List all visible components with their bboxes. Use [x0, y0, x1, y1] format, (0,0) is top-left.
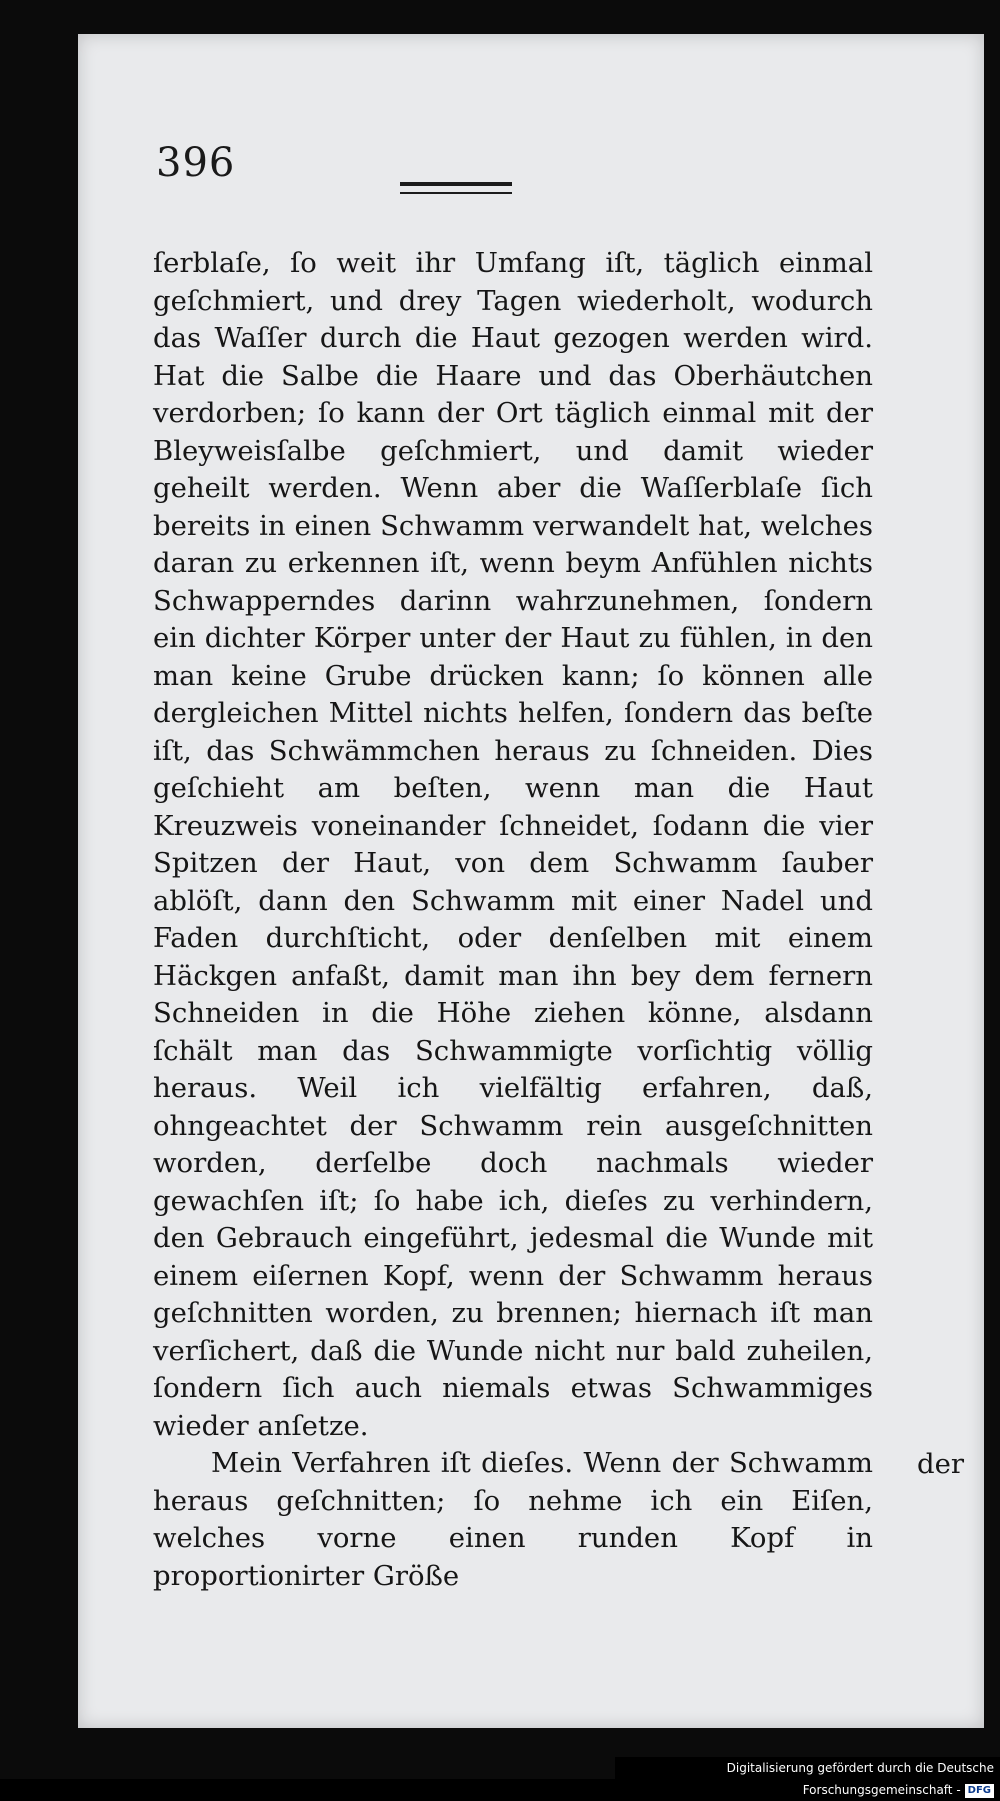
- paragraph-1: ſerblaſe, ſo weit ihr Umfang iſt, täglich einmal geſchmiert, und drey Tagen wiederholt, wodurch das Waſſer durch die Haut gezogen werden wird. Hat die Salbe die Haare und das Oberhäutchen verdorben; ſo kann der Ort täglich einmal mit der Bleyweisſalbe geſchmiert, und damit wieder geheilt werden. Wenn aber die Waſſerblaſe ſich bereits in einen Schwamm verwandelt hat, welches daran zu erkennen iſt, wenn beym Anfühlen nichts Schwapperndes darinn wahrzunehmen, ſondern ein dichter Körper unter der Haut zu fühlen, in den man keine Grube drücken kann; ſo können alle dergleichen Mittel nichts helfen, ſondern das beſte iſt, das Schwämmchen heraus zu ſchneiden. Dies geſchieht am beſten, wenn man die Haut Kreuzweis voneinander ſchneidet, ſodann die vier Spitzen der Haut, von dem Schwamm ſauber ablöſt, dann den Schwamm mit einer Nadel und Faden durchſticht, oder denſelben mit einem Häckgen anfaßt, damit man ihn bey dem fernern Schneiden in die Höhe ziehen könne, alsdann ſchält man das Schwammigte vorſichtig völlig heraus. Weil ich vielfältig erfahren, daß, ohngeachtet der Schwamm rein ausgeſchnitten worden, derſelbe doch nachmals wieder gewachſen iſt; ſo habe ich, dieſes zu verhindern, den Gebrauch eingeführt, jedesmal die Wunde mit einem eiſernen Kopf, wenn der Schwamm heraus geſchnitten worden, zu brennen; hiernach iſt man verſichert, daß die Wunde nicht nur bald zuheilen, ſondern ſich auch niemals etwas Schwammiges wieder anſetze.: [153, 247, 873, 1442]
- header-rule: [400, 182, 512, 194]
- paragraph-2: Mein Verfahren iſt dieſes. Wenn der Schwamm heraus geſchnitten; ſo nehme ich ein Eiſen, welches vorne einen runden Kopf in proportionirter Größe: [153, 1447, 873, 1592]
- digitization-credit: [615, 1757, 1000, 1797]
- body-text: [153, 245, 873, 1595]
- credit-text: Digitalisierung gefördert durch die Deutsche Forschungsgemeinschaft -: [726, 1761, 994, 1797]
- dfg-logo: DFG: [965, 1784, 994, 1798]
- page-number: 396: [156, 140, 236, 186]
- catchword: der: [916, 1448, 964, 1480]
